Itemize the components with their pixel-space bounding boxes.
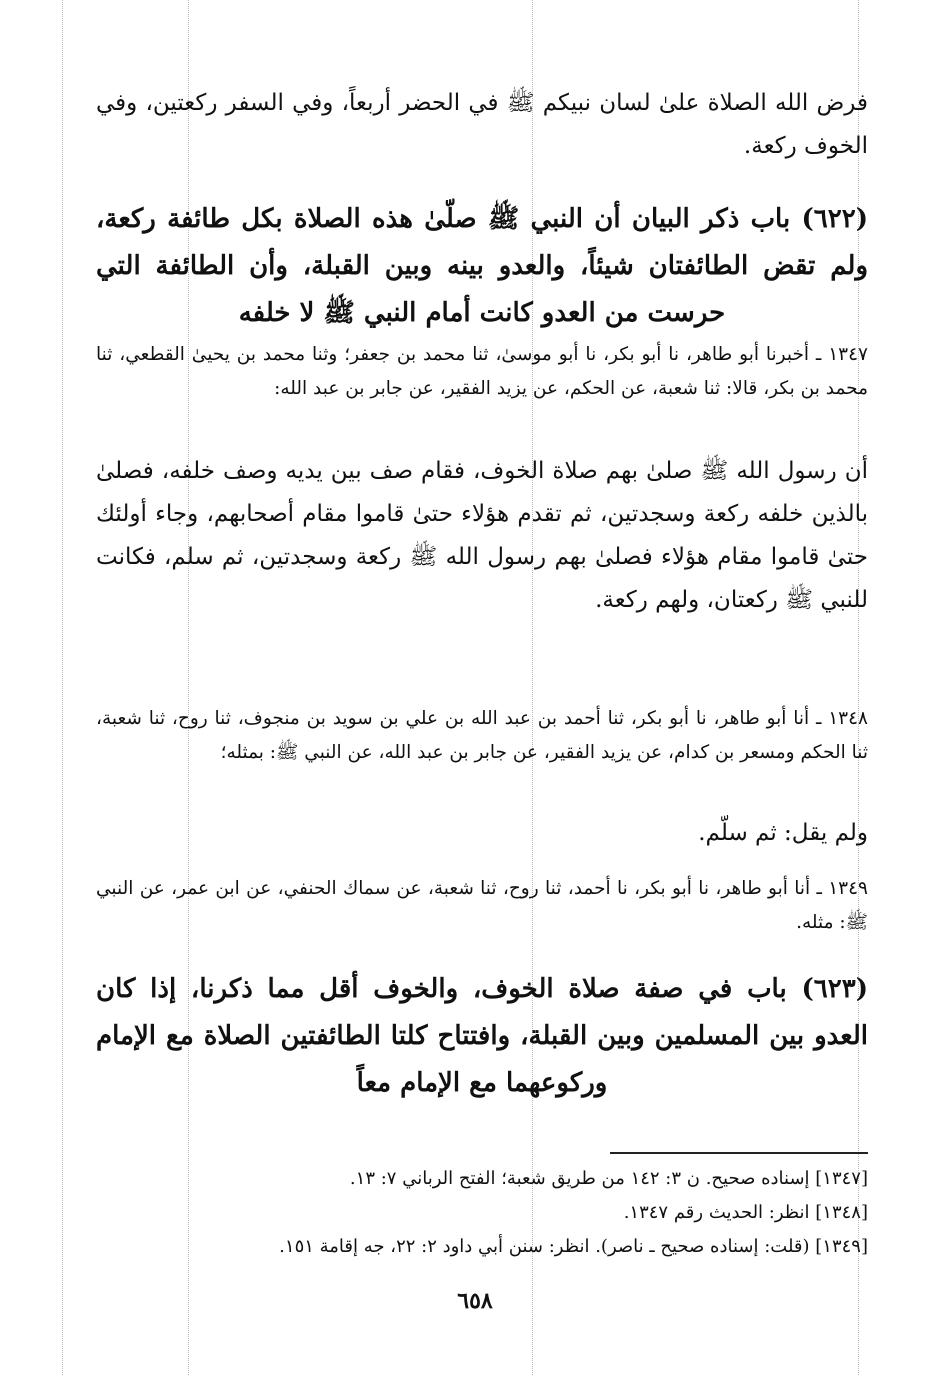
intro-paragraph: فرض الله الصلاة علىٰ لسان نبيكم ﷺ في الحضر أربعاً، وفي السفر ركعتين، وفي الخوف ركعة. xyxy=(96,90,868,159)
page-number: ٦٥٨ xyxy=(457,1288,493,1314)
hadith-1349-isnad: ١٣٤٩ ـ أنا أبو طاهر، نا أبو بكر، نا أحمد، ثنا روح، ثنا شعبة، عن سماك الحنفي، عن ابن عمر، عن النبي ﷺ: مثله. xyxy=(96,878,868,933)
footnote-1349: [١٣٤٩] (قلت: إسناده صحيح ـ ناصر). انظر: سنن أبي داود ٢: ٢٢، جه إقامة ١٥١. xyxy=(279,1236,868,1257)
chapter-heading-622: (٦٢٢) باب ذكر البيان أن النبي ﷺ صلّىٰ هذه الصلاة بكل طائفة ركعة، ولم تقض الطائفتان شيئاً، والعدو بينه وبين القبلة، وأن الطائفة التي حرست من العدو كانت أمام النبي ﷺ لا خلفه xyxy=(96,204,868,328)
footnote-1348: [١٣٤٨] انظر: الحديث رقم ١٣٤٧. xyxy=(623,1202,868,1223)
footnote-separator xyxy=(610,1152,868,1154)
footnote-1347: [١٣٤٧] إسناده صحيح. ن ٣: ١٤٢ من طريق شعبة؛ الفتح الرباني ٧: ١٣. xyxy=(349,1168,868,1189)
hadith-1348-isnad: ١٣٤٨ ـ أنا أبو طاهر، نا أبو بكر، ثنا أحمد بن عبد الله بن علي بن سويد بن منجوف، ثنا روح، ثنا شعبة، ثنا الحكم ومسعر بن كدام، عن يزيد الفقير، عن جابر بن عبد الله، عن النبي ﷺ: بمثله؛ xyxy=(96,708,868,763)
hadith-1347-isnad: ١٣٤٧ ـ أخبرنا أبو طاهر، نا أبو بكر، نا أبو موسىٰ، ثنا محمد بن جعفر؛ وثنا محمد بن يحيىٰ القطعي، ثنا محمد بن بكر، قالا: ثنا شعبة، عن الحكم، عن يزيد الفقير، عن جابر بن عبد الله: xyxy=(96,344,868,399)
hadith-1348-matn: ولم يقل: ثم سلّم. xyxy=(698,820,868,846)
scan-margin-line xyxy=(62,0,63,1375)
chapter-heading-623: (٦٢٣) باب في صفة صلاة الخوف، والخوف أقل مما ذكرنا، إذا كان العدو بين المسلمين وبين القبلة، وافتتاح كلتا الطائفتين الصلاة مع الإمام وركوعهما مع الإمام معاً xyxy=(96,974,868,1098)
hadith-1347-matn: أن رسول الله ﷺ صلىٰ بهم صلاة الخوف، فقام صف بين يديه وصف خلفه، فصلىٰ بالذين خلفه ركعة وسجدتين، ثم تقدم هؤلاء حتىٰ قاموا مقام أصحابهم، وجاء أولئك حتىٰ قاموا مقام هؤلاء فصلىٰ بهم رسول الله ﷺ ركعة وسجدتين، ثم سلم، فكانت للنبي ﷺ ركعتان، ولهم ركعة. xyxy=(96,458,868,613)
